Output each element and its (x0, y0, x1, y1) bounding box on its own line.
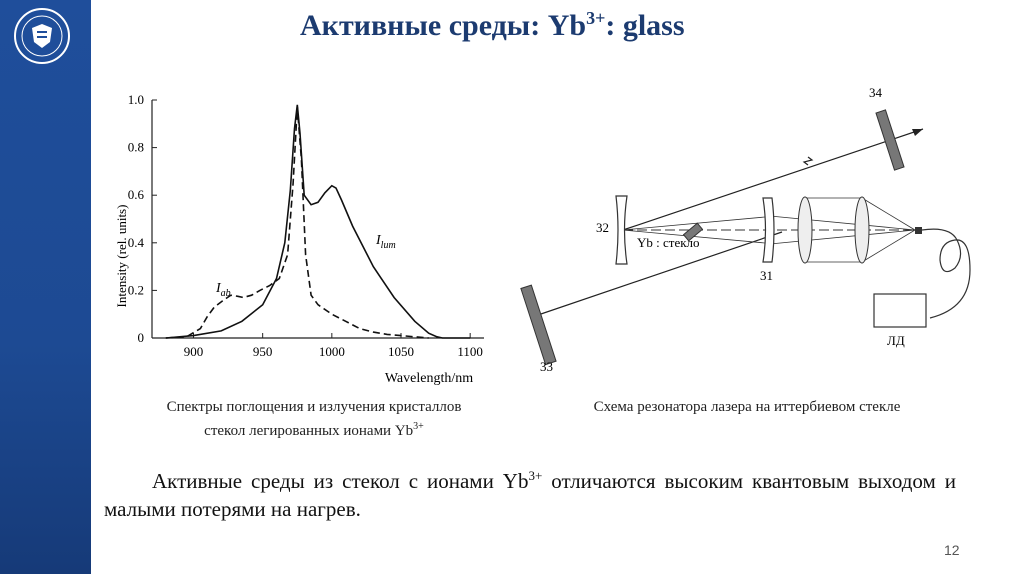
y-tick-label: 0.4 (127, 234, 144, 250)
title-text: Активные среды: Yb (300, 9, 587, 42)
chart-caption-line2: стекол легированных ионами $Yb^{3+}$ (204, 421, 424, 439)
x-tick-label: 900 (183, 344, 204, 359)
x-tick-label: 950 (252, 344, 273, 359)
y-tick-label: 0.8 (127, 139, 144, 155)
x-tick-label: 1050 (388, 344, 414, 359)
label-33: 33 (540, 359, 553, 374)
university-logo (12, 6, 72, 66)
x-axis-label: Wavelength/nm (384, 371, 474, 386)
y-tick-label: 1.0 (127, 92, 144, 107)
x-tick-label: 1100 (457, 344, 483, 359)
diagram-caption: Схема резонатора лазера на иттербиевом стекле (593, 399, 901, 415)
title-superscript: 3+ (586, 8, 606, 28)
spectrum-chart (104, 86, 500, 388)
fiber-tip (915, 227, 922, 234)
series-label-ab: $I_{ab}$ (216, 281, 231, 299)
fiber (922, 229, 970, 318)
chart-axes (152, 100, 484, 338)
y-tick-label: 0.6 (127, 187, 144, 203)
laser-resonator-diagram (510, 80, 980, 380)
chart-caption-line1: Спектры поглощения и излучения кристаллов (166, 399, 462, 415)
title-tail: : glass (605, 9, 685, 42)
lens-2 (855, 197, 869, 263)
label-34: 34 (869, 85, 882, 100)
x-tick-label: 1000 (318, 344, 345, 359)
beam-arrowhead (912, 129, 923, 136)
y-tick-label: 0.2 (127, 282, 144, 298)
body-text: Активные среды из стекол с ионами $Yb^{3+}$ отличаются высоким квантовым выходом и малыми потерями на нагрев. (104, 468, 956, 521)
label-diode: ЛД (887, 333, 905, 348)
sidebar (0, 0, 91, 574)
laser-diode (874, 294, 926, 327)
label-medium: Yb : стекло (637, 235, 700, 250)
series-line-i-lum (166, 105, 470, 338)
y-tick-label: 0 (137, 330, 144, 345)
label-31: 31 (760, 268, 773, 283)
series-label-lum: $I_{lum}$ (376, 233, 396, 251)
lens-1 (798, 197, 812, 263)
series-line-i-ab (166, 107, 429, 338)
label-32: 32 (596, 220, 609, 235)
slide-title (300, 8, 860, 43)
beam-break (804, 157, 812, 165)
page-number: 12 (944, 542, 960, 558)
y-axis-label: Intensity (rel. units) (114, 204, 129, 308)
mirror-34 (876, 110, 904, 170)
chart-caption (104, 398, 524, 441)
mirror-33 (521, 285, 556, 364)
